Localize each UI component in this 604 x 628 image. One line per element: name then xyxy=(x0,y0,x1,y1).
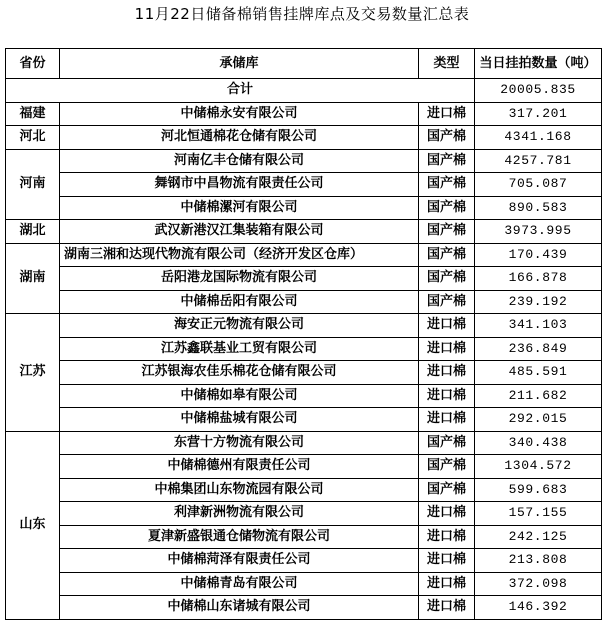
type-cell: 进口棉 xyxy=(419,102,475,126)
type-cell: 进口棉 xyxy=(419,549,475,573)
total-label: 合计 xyxy=(6,79,475,103)
quantity-cell: 705.087 xyxy=(475,173,602,197)
summary-table xyxy=(5,48,602,620)
table-row xyxy=(6,549,602,573)
quantity-cell: 292.015 xyxy=(475,408,602,432)
quantity-cell: 317.201 xyxy=(475,102,602,126)
warehouse-cell: 东营十方物流有限公司 xyxy=(60,431,419,455)
table-row xyxy=(6,267,602,291)
type-cell: 国产棉 xyxy=(419,478,475,502)
page-title: 11月22日储备棉销售挂牌库点及交易数量汇总表 xyxy=(134,5,470,23)
table-row xyxy=(6,243,602,267)
warehouse-cell: 中储棉岳阳有限公司 xyxy=(60,290,419,314)
warehouse-cell: 海安正元物流有限公司 xyxy=(60,314,419,338)
table-row xyxy=(6,126,602,150)
quantity-cell: 372.098 xyxy=(475,572,602,596)
table-row xyxy=(6,384,602,408)
warehouse-cell: 夏津新盛银通仓储物流有限公司 xyxy=(60,525,419,549)
quantity-cell: 4341.168 xyxy=(475,126,602,150)
table-row xyxy=(6,290,602,314)
table-row xyxy=(6,196,602,220)
table-row xyxy=(6,525,602,549)
warehouse-cell: 河北恒通棉花仓储有限公司 xyxy=(60,126,419,150)
header-warehouse: 承储库 xyxy=(60,49,419,79)
type-cell: 进口棉 xyxy=(419,572,475,596)
province-cell: 河北 xyxy=(6,126,60,150)
table-row xyxy=(6,314,602,338)
quantity-cell: 236.849 xyxy=(475,337,602,361)
table-row xyxy=(6,102,602,126)
table-row xyxy=(6,455,602,479)
province-cell: 河南 xyxy=(6,149,60,220)
type-cell: 进口棉 xyxy=(419,596,475,620)
warehouse-cell: 中储棉如皋有限公司 xyxy=(60,384,419,408)
table-row xyxy=(6,572,602,596)
quantity-cell: 242.125 xyxy=(475,525,602,549)
quantity-cell: 1304.572 xyxy=(475,455,602,479)
warehouse-cell: 中棉集团山东物流园有限公司 xyxy=(60,478,419,502)
type-cell: 国产棉 xyxy=(419,220,475,244)
table-row xyxy=(6,149,602,173)
warehouse-cell: 江苏鑫联基业工贸有限公司 xyxy=(60,337,419,361)
table-body xyxy=(6,79,602,620)
province-cell: 山东 xyxy=(6,431,60,619)
quantity-cell: 170.439 xyxy=(475,243,602,267)
table-row xyxy=(6,596,602,620)
warehouse-cell: 武汉新港汉江集装箱有限公司 xyxy=(60,220,419,244)
total-quantity: 20005.835 xyxy=(475,79,602,103)
warehouse-cell: 河南亿丰仓储有限公司 xyxy=(60,149,419,173)
table-row xyxy=(6,431,602,455)
quantity-cell: 146.392 xyxy=(475,596,602,620)
quantity-cell: 166.878 xyxy=(475,267,602,291)
type-cell: 进口棉 xyxy=(419,408,475,432)
total-row xyxy=(6,79,602,103)
province-cell: 湖南 xyxy=(6,243,60,314)
quantity-cell: 4257.781 xyxy=(475,149,602,173)
warehouse-cell: 中储棉山东诸城有限公司 xyxy=(60,596,419,620)
header-province: 省份 xyxy=(6,49,60,79)
type-cell: 国产棉 xyxy=(419,173,475,197)
quantity-cell: 599.683 xyxy=(475,478,602,502)
warehouse-cell: 中储棉盐城有限公司 xyxy=(60,408,419,432)
table-row xyxy=(6,478,602,502)
province-cell: 江苏 xyxy=(6,314,60,432)
type-cell: 国产棉 xyxy=(419,196,475,220)
quantity-cell: 485.591 xyxy=(475,361,602,385)
province-cell: 福建 xyxy=(6,102,60,126)
type-cell: 国产棉 xyxy=(419,290,475,314)
quantity-cell: 211.682 xyxy=(475,384,602,408)
type-cell: 国产棉 xyxy=(419,243,475,267)
quantity-cell: 239.192 xyxy=(475,290,602,314)
table-row xyxy=(6,173,602,197)
type-cell: 进口棉 xyxy=(419,337,475,361)
quantity-cell: 157.155 xyxy=(475,502,602,526)
quantity-cell: 890.583 xyxy=(475,196,602,220)
type-cell: 进口棉 xyxy=(419,384,475,408)
table-row xyxy=(6,337,602,361)
warehouse-cell: 利津新洲物流有限公司 xyxy=(60,502,419,526)
header-quantity: 当日挂拍数量（吨） xyxy=(475,49,602,79)
type-cell: 国产棉 xyxy=(419,126,475,150)
warehouse-cell: 湖南三湘和达现代物流有限公司（经济开发区仓库） xyxy=(60,243,419,267)
quantity-cell: 341.103 xyxy=(475,314,602,338)
type-cell: 国产棉 xyxy=(419,149,475,173)
warehouse-cell: 中储棉德州有限责任公司 xyxy=(60,455,419,479)
warehouse-cell: 中储棉青岛有限公司 xyxy=(60,572,419,596)
table-row xyxy=(6,408,602,432)
warehouse-cell: 岳阳港龙国际物流有限公司 xyxy=(60,267,419,291)
warehouse-cell: 舞钢市中昌物流有限责任公司 xyxy=(60,173,419,197)
warehouse-cell: 中储棉菏泽有限责任公司 xyxy=(60,549,419,573)
quantity-cell: 213.808 xyxy=(475,549,602,573)
type-cell: 进口棉 xyxy=(419,314,475,338)
province-cell: 湖北 xyxy=(6,220,60,244)
quantity-cell: 3973.995 xyxy=(475,220,602,244)
type-cell: 国产棉 xyxy=(419,267,475,291)
header-type: 类型 xyxy=(419,49,475,79)
warehouse-cell: 中储棉漯河有限公司 xyxy=(60,196,419,220)
table-row xyxy=(6,502,602,526)
table-row xyxy=(6,361,602,385)
quantity-cell: 340.438 xyxy=(475,431,602,455)
type-cell: 国产棉 xyxy=(419,455,475,479)
type-cell: 进口棉 xyxy=(419,502,475,526)
warehouse-cell: 中储棉永安有限公司 xyxy=(60,102,419,126)
header-row xyxy=(6,49,602,79)
warehouse-cell: 江苏银海农佳乐棉花仓储有限公司 xyxy=(60,361,419,385)
type-cell: 国产棉 xyxy=(419,431,475,455)
table-row xyxy=(6,220,602,244)
type-cell: 进口棉 xyxy=(419,361,475,385)
type-cell: 进口棉 xyxy=(419,525,475,549)
